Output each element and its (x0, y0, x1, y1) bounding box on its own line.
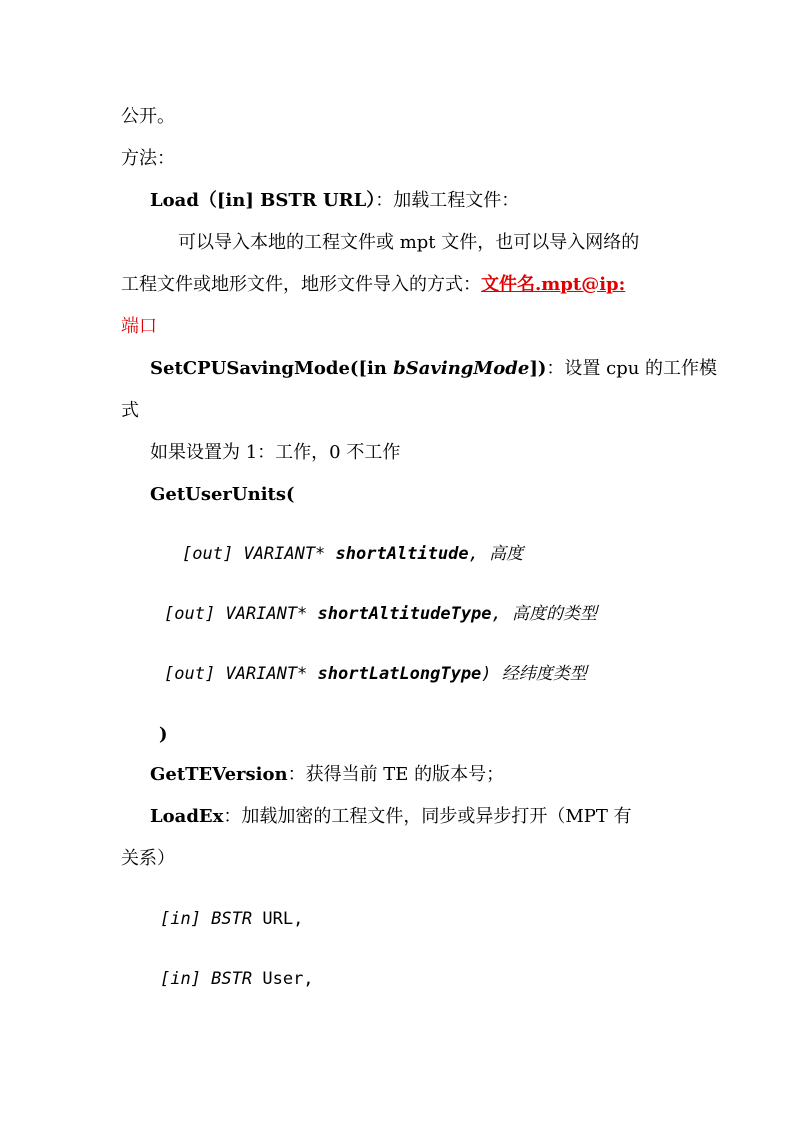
method-signature: GetTEVersion (150, 764, 288, 785)
method-getuserunits: GetUserUnits( (150, 484, 295, 505)
method-description: ：加载工程文件： (375, 190, 520, 211)
text-line: 如果设置为 1：工作，0 不工作 (150, 442, 401, 463)
param-name: shortLatLongType (317, 664, 482, 684)
text-segment: 工程文件或地形文件，地形文件导入的方式： (121, 274, 481, 295)
param-line (164, 601, 597, 627)
text-line: 可以导入本地的工程文件或 mpt 文件，也可以导入网络的 (178, 232, 640, 253)
param-type: [out] VARIANT* (182, 544, 336, 564)
text-line (121, 272, 625, 298)
method-getteversion (150, 762, 504, 788)
text-line: 公开。 (121, 106, 175, 127)
highlighted-format: 文件名.mpt@ip: (481, 274, 626, 295)
method-signature-end: ]) (529, 358, 547, 379)
param-desc: , 高度 (468, 544, 524, 564)
param-line (160, 966, 314, 992)
method-signature: SetCPUSavingMode([in (150, 358, 394, 379)
param-type: [in] BSTR (160, 969, 263, 989)
param-name: bSavingMode (393, 358, 530, 379)
param-name: shortAltitude (335, 544, 469, 564)
text-line: 关系） (121, 848, 175, 869)
highlighted-format-cont: 端口 (121, 316, 157, 337)
closing-paren: ) (159, 724, 168, 745)
method-description: ：加载加密的工程文件，同步或异步打开（MPT 有 (223, 806, 632, 827)
param-type: [out] VARIANT* (164, 604, 318, 624)
param-name: shortAltitudeType (317, 604, 492, 624)
param-desc: , 高度的类型 (491, 604, 598, 624)
param-type: [in] BSTR (160, 909, 263, 929)
section-heading-methods: 方法： (121, 148, 175, 169)
param-line (182, 541, 523, 567)
method-signature: Load（[in] BSTR URL） (150, 190, 376, 211)
text-line: 式 (121, 400, 139, 421)
method-description: ：设置 cpu 的工作模 (546, 358, 718, 379)
method-signature: LoadEx (150, 806, 224, 827)
param-desc: ) 经纬度类型 (481, 664, 587, 684)
method-setcpusavingmode (150, 356, 717, 382)
param-name: User, (262, 969, 314, 989)
method-loadex (150, 804, 632, 830)
param-name: URL, (262, 909, 304, 929)
param-line (160, 906, 303, 932)
param-type: [out] VARIANT* (164, 664, 318, 684)
method-description: ：获得当前 TE 的版本号； (287, 764, 505, 785)
method-load (150, 188, 519, 214)
param-line (164, 661, 587, 687)
